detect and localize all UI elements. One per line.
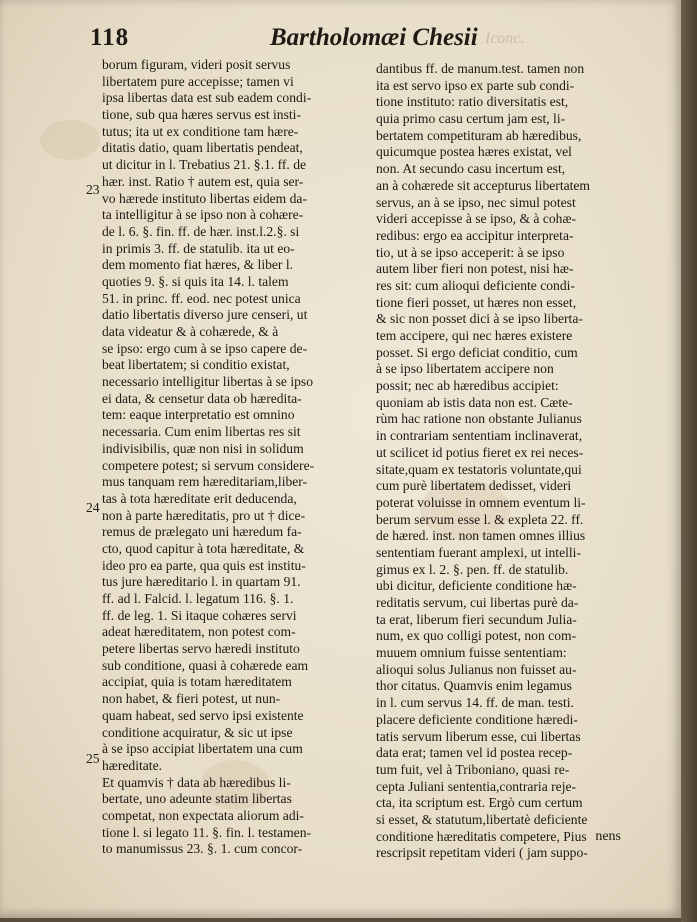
text-line: ta erat, liberum fieri secundum Julia- (376, 611, 577, 627)
catchword: nens (595, 829, 621, 844)
text-line: cum purè libertatem dedisset, videri (376, 478, 572, 494)
text-line: competere potest; si servum considere- (102, 457, 315, 473)
text-line: cepta Juliani sententia,contraria reje- (376, 778, 577, 794)
text-line: non. At secundo casu incertum est, (376, 161, 566, 177)
text-line: beat libertatem; si conditio existat, (102, 357, 290, 373)
text-line: rùm hac ratione non obstante Julianus (376, 411, 582, 427)
text-line: accipiat, quia is totam hæreditatem (102, 674, 292, 690)
text-line: possit; nec ab hæredibus accipiet: (376, 378, 559, 394)
text-line: tione fieri posset, ut hæres non esset, (376, 294, 577, 310)
text-line: bertate, uno adeunte statim libertas (102, 791, 292, 807)
text-line: tione instituto: ratio diversitatis est, (376, 94, 569, 110)
text-line: Et quamvis † data ab hæredibus li- (102, 774, 291, 790)
text-line: tas à tota hæreditate erit deducenda, (102, 490, 297, 506)
text-line: libertatem pure accepisse; tamen vi (102, 73, 294, 89)
text-line: hæreditate. (102, 757, 163, 773)
text-line: vo hærede instituto libertas eidem da- (102, 190, 307, 206)
page-number: 118 (90, 24, 130, 51)
text-line: in primis 3. ff. de statulib. ita ut eo- (102, 240, 295, 256)
text-line: adeat hæreditatem, non potest com- (102, 624, 296, 640)
text-line: tum fuit, vel à Triboniano, quasi re- (376, 761, 570, 777)
text-line: si esset, & statutum,libertatè deficiente (376, 811, 588, 827)
text-line: ut scilicet id potius fieret ex rei neces- (376, 444, 584, 460)
text-line: 51. in princ. ff. eod. nec potest unica (102, 290, 301, 306)
text-line: tem: eaque interpretatio est omnino (102, 407, 295, 423)
running-head: Bartholomæi Chesii (270, 24, 478, 51)
page-header (90, 24, 660, 54)
text-line: de hæred. inst. non tamen omnes illius (376, 528, 586, 544)
text-line: conditione acquiratur, & sic ut ipse (102, 724, 293, 740)
text-line: ubi dicitur, deficiente conditione hæ- (376, 578, 577, 594)
text-line: ff. de leg. 1. Si itaque cohæres servi (102, 607, 297, 623)
text-line: mus tanquam rem hæreditariam,liber- (102, 474, 308, 490)
text-line: ta intelligitur à se ipso non à cohære- (102, 207, 304, 223)
margin-number: 25 (86, 751, 100, 766)
text-line: tatis servum liberum esse, cui libertas (376, 728, 581, 744)
text-line: ut dicitur in l. Trebatius 21. §.1. ff. de (102, 157, 307, 173)
text-line: alioqui solus Julianus non fuisset au- (376, 661, 577, 677)
text-line: borum figuram, videri posit servus (102, 57, 291, 72)
text-line: autem liber fieri non potest, nisi hæ- (376, 261, 574, 277)
text-line: indivisibilis, quæ non nisi in solidum (102, 440, 304, 456)
text-line: thor citatus. Quamvis enim legamus (376, 678, 572, 694)
text-line: & sic non posset dici à se ipso liberta- (376, 311, 583, 327)
text-line: bertatem competituram ab hæredibus, (376, 127, 582, 143)
text-line: ff. ad l. Falcid. l. legatum 116. §. 1. (102, 591, 294, 606)
text-line: ita est servo ipso ex parte sub condi- (376, 77, 575, 93)
text-line: rescripsit repetitam videri ( jam suppo- (376, 845, 588, 861)
right-text-column (376, 61, 632, 862)
text-line: tione l. si legato 11. §. fin. l. testamen- (102, 824, 312, 840)
text-line: reditatis servum, cui libertas purè da- (376, 595, 579, 610)
text-line: necessario intelligitur libertas à se ipso (102, 374, 314, 390)
text-line: de l. 6. §. fin. ff. de hær. inst.l.2.§. si (102, 223, 300, 239)
text-line: ipsa libertas data est sub eadem condi- (102, 90, 312, 106)
text-line: quicumque postea hæres existat, vel (376, 144, 572, 160)
foxing-stain (40, 120, 100, 160)
text-line: à se ipso libertatem accipere non (376, 361, 554, 377)
text-line: tio, ut à se ipso acceperit: à se ipso (376, 244, 565, 260)
text-line: res sit: cum alioqui deficiente condi- (376, 277, 575, 293)
text-line: data erat; tamen vel id postea recep- (376, 745, 573, 761)
text-line: num, ex quo colligi potest, non com- (376, 628, 577, 644)
text-line: videri accepisse à se ipso, & à cohæ- (376, 211, 577, 227)
text-line: ditatis datio, quam libertatis pendeat, (102, 140, 303, 156)
text-line: hær. inst. Ratio † autem est, quia ser- (102, 173, 304, 189)
text-line: tutus; ita ut ex conditione tam hære- (102, 123, 299, 139)
text-line: posset. Si ergo deficiat conditio, cum (376, 344, 578, 360)
text-line: conditione hæreditatis competere, Pius (376, 828, 587, 844)
text-line: quoties 9. §. si quis ita 14. l. talem (102, 273, 289, 289)
text-line: ideo pro ea parte, qua quis est institu- (102, 557, 306, 573)
text-line: redibus: ergo ea accipitur interpreta- (376, 227, 574, 243)
text-line: petere libertas servo hæredi instituto (102, 641, 300, 657)
text-line: necessaria. Cum enim libertas res sit (102, 424, 301, 440)
text-line: in contrariam sententiam inclinaverat, (376, 428, 583, 444)
text-line: dantibus ff. de manum.test. tamen non (376, 61, 585, 76)
text-line: sub conditione, quasi à cohærede eam (102, 657, 309, 673)
text-line: competat, non expectata aliorum adi- (102, 807, 304, 823)
bleedthrough-text: Iconc. (485, 30, 525, 47)
text-line: cto, quod capitur à tota hæreditate, & (102, 540, 305, 556)
text-line: an à cohærede sit accepturus libertatem (376, 177, 591, 193)
text-line: cta, ita scriptum est. Ergò cum certum (376, 795, 583, 811)
text-line: tus jure hæreditario l. in quartam 91. (102, 574, 301, 590)
text-line: quia primo casu certum jam est, li- (376, 111, 566, 127)
text-line: poterat voluisse in omnem eventum li- (376, 494, 586, 510)
text-line: quam habeat, sed servo ipsi existente (102, 707, 304, 723)
text-line: dem momento fiat hæres, & liber l. (102, 257, 294, 273)
margin-number: 24 (86, 500, 100, 515)
text-line: non à parte hæreditatis, pro ut † dice- (102, 507, 306, 523)
text-line: muuem omnium fuisse sententiam: (376, 645, 567, 661)
page-edge (681, 0, 697, 922)
text-line: datio libertatis diverso jure censeri, ut (102, 307, 308, 323)
margin-number: 23 (86, 182, 100, 197)
text-line: in l. cum servus 14. ff. de man. testi. (376, 695, 574, 711)
text-line: gimus ex l. 2. §. pen. ff. de statulib. (376, 561, 569, 577)
text-line: sententiam fuerant amplexi, ut intelli- (376, 544, 581, 560)
text-line: servus, an à se ipso, nec simul potest (376, 194, 576, 210)
text-line: to manumissus 23. §. 1. cum concor- (102, 841, 303, 857)
text-line: placere deficiente conditione hæredi- (376, 711, 578, 727)
text-line: berum servum esse l. & expleta 22. ff. (376, 511, 584, 527)
text-line: sitate,quam ex testatoris voluntate,qui (376, 461, 582, 477)
text-line: ei data, & censetur data ob hæredita- (102, 390, 302, 406)
text-line: se ipso: ergo cum à se ipso capere de- (102, 340, 308, 356)
text-line: à se ipso accipiat libertatem una cum (102, 741, 303, 757)
text-line: data videatur & à cohærede, & à (102, 324, 279, 339)
text-line: tem accipere, qui nec hæres existere (376, 328, 573, 343)
text-line: non habet, & fieri potest, ut nun- (102, 691, 281, 707)
text-line: tione, sub qua hæres servus est insti- (102, 107, 301, 123)
text-line: remus de prælegato uni hæredum fa- (102, 524, 302, 540)
left-text-column (102, 57, 360, 858)
text-line: quoniam ab istis data non est. Cæte- (376, 394, 573, 410)
